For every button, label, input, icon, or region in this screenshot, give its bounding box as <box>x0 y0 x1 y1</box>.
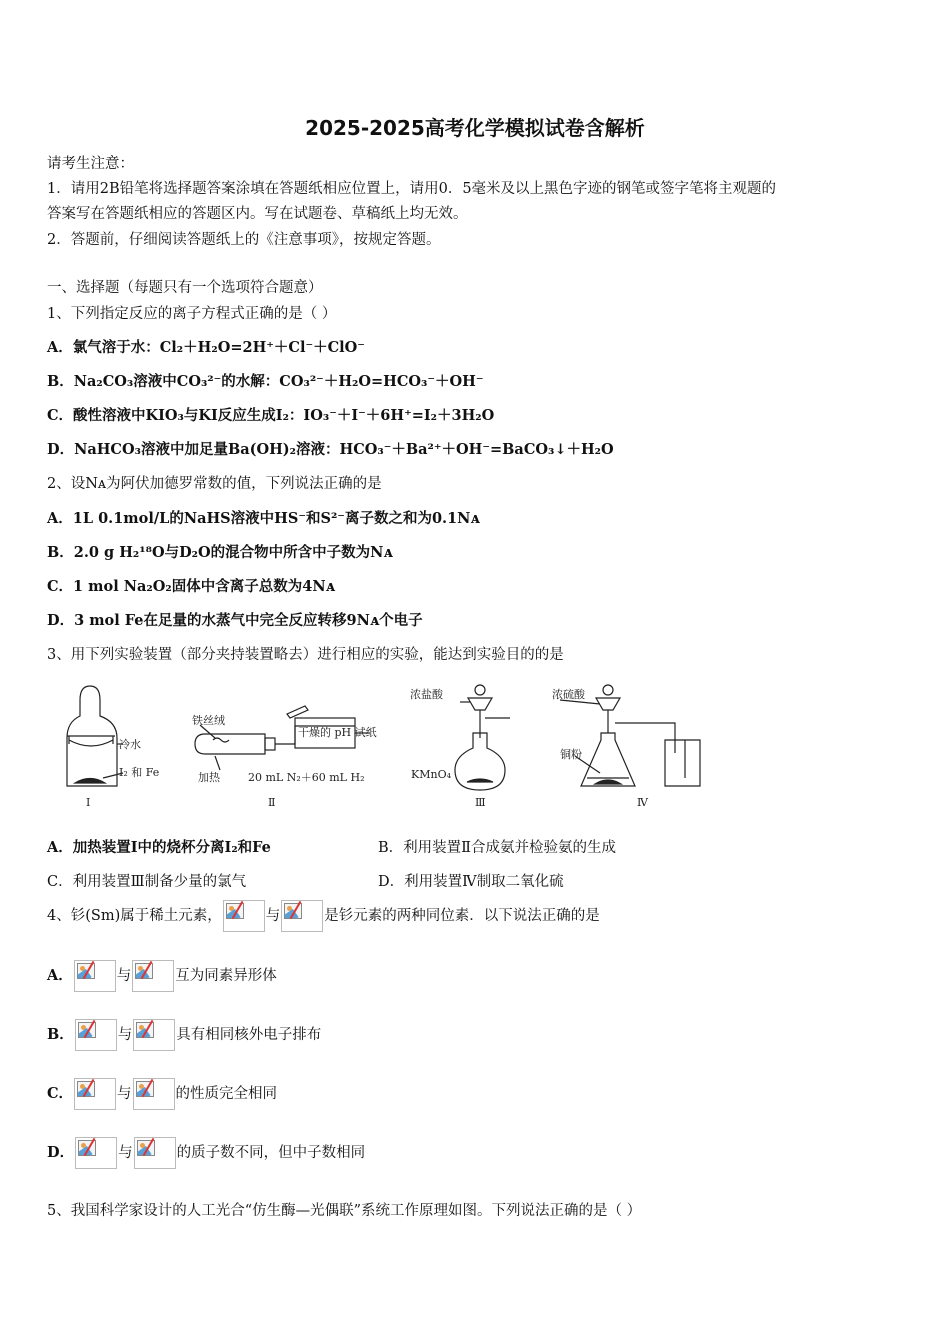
fig-label-heat: 加热 <box>198 771 220 784</box>
broken-image-icon <box>74 960 116 992</box>
q1-option-c: C．酸性溶液中KIO₃与KI反应生成I₂：IO₃⁻＋I⁻＋6H⁺=I₂＋3H₂O <box>47 407 495 424</box>
q4-option-b <box>47 1019 321 1051</box>
broken-image-icon <box>133 1078 175 1110</box>
fig-label-cu-powder: 铜粉 <box>560 748 582 761</box>
q3-option-a: A．加热装置Ⅰ中的烧杯分离I₂和Fe <box>47 839 271 856</box>
fig-label-iron-wool: 铁丝绒 <box>192 714 225 727</box>
q3-apparatus-figure <box>55 678 705 818</box>
q4-option-c <box>47 1078 277 1110</box>
q4-and: 与 <box>117 1086 132 1102</box>
broken-image-icon <box>75 1137 117 1169</box>
fig-label-conc-h2so4: 浓硫酸 <box>552 688 585 701</box>
broken-image-icon <box>132 960 174 992</box>
q3-option-c: C．利用装置Ⅲ制备少量的氯气 <box>47 874 247 890</box>
broken-image-icon <box>74 1078 116 1110</box>
q4-and: 与 <box>117 1027 133 1043</box>
q4-stem-part-2: 与 <box>265 908 281 924</box>
q2-option-b: B．2.0 g H₂¹⁸O与D₂O的混合物中所含中子数为Nᴀ <box>47 544 393 561</box>
q3-option-d: D．利用装置Ⅳ制取二氧化硫 <box>378 874 564 890</box>
q1-stem: 1、下列指定反应的离子方程式正确的是（ ） <box>47 306 337 322</box>
fig-label-1: Ⅰ <box>86 796 91 809</box>
q4-and: 与 <box>118 1145 133 1161</box>
q4-option-d-text: 的质子数不同，但中子数相同 <box>176 1145 366 1161</box>
section-heading: 一、选择题（每题只有一个选项符合题意） <box>47 280 323 296</box>
q2-option-d: D．3 mol Fe在足量的水蒸气中完全反应转移9Nᴀ个电子 <box>47 612 423 629</box>
notice-heading: 请考生注意： <box>47 156 134 172</box>
q3-stem: 3、用下列实验装置（部分夹持装置略去）进行相应的实验，能达到实验目的的是 <box>47 647 564 663</box>
fig-label-conc-hcl: 浓盐酸 <box>410 688 443 701</box>
broken-image-icon <box>75 1019 117 1051</box>
q2-option-a: A．1L 0.1mol/L的NaHS溶液中HS⁻和S²⁻离子数之和为0.1Nᴀ <box>47 510 480 527</box>
fig-label-3: Ⅲ <box>475 796 486 809</box>
q1-option-b: B．Na₂CO₃溶液中CO₃²⁻的水解：CO₃²⁻＋H₂O=HCO₃⁻＋OH⁻ <box>47 373 484 390</box>
fig-label-kmno4: KMnO₄ <box>411 768 451 781</box>
broken-image-icon <box>223 900 265 932</box>
notice-item-1-line-1: 1．请用2B铅笔将选择题答案涂填在答题纸相应位置上，请用0．5毫米及以上黑色字迹的钢笔或签字笔将主观题的 <box>47 181 777 197</box>
q1-option-a: A．氯气溶于水：Cl₂＋H₂O=2H⁺＋Cl⁻＋ClO⁻ <box>47 339 365 356</box>
broken-image-icon <box>133 1019 175 1051</box>
fig-label-ph-paper: 干燥的 pH 试纸 <box>298 726 377 739</box>
notice-item-1-line-2: 答案写在答题纸相应的答题区内。写在试题卷、草稿纸上均无效。 <box>47 206 468 222</box>
q4-option-b-text: 具有相同核外电子排布 <box>176 1027 322 1043</box>
page-title: 2025-2025高考化学模拟试卷含解析 <box>305 116 645 140</box>
q4-option-a-label: A． <box>47 967 73 984</box>
q4-stem <box>47 900 600 932</box>
fig-label-2: Ⅱ <box>268 796 276 809</box>
q4-option-c-label: C． <box>47 1085 74 1102</box>
q4-option-c-text: 的性质完全相同 <box>175 1086 278 1102</box>
broken-image-icon <box>134 1137 176 1169</box>
q4-option-a <box>47 960 277 992</box>
q4-option-b-label: B． <box>47 1026 74 1043</box>
apparatus-3 <box>410 685 510 809</box>
notice-item-2: 2．答题前，仔细阅读答题纸上的《注意事项》，按规定答题。 <box>47 232 441 248</box>
apparatus-4 <box>552 685 700 809</box>
q5-stem: 5、我国科学家设计的人工光合“仿生酶—光偶联”系统工作原理如图。下列说法正确的是（ ） <box>47 1203 642 1219</box>
q4-stem-part-1: 4、钐(Sm)属于稀土元素， <box>47 908 222 924</box>
q2-option-c: C．1 mol Na₂O₂固体中含离子总数为4Nᴀ <box>47 578 335 595</box>
q4-option-d-label: D． <box>47 1144 75 1161</box>
q4-option-a-text: 互为同素异形体 <box>175 968 277 984</box>
fig-label-gas-mix: 20 mL N₂＋60 mL H₂ <box>248 771 365 784</box>
q4-option-d <box>47 1137 365 1169</box>
apparatus-2 <box>192 706 377 809</box>
q4-stem-part-3: 是钐元素的两种同位素．以下说法正确的是 <box>324 908 600 924</box>
fig-label-cold-water: 冷水 <box>119 738 141 751</box>
q1-option-d: D．NaHCO₃溶液中加足量Ba(OH)₂溶液：HCO₃⁻＋Ba²⁺＋OH⁻=BaCO₃↓＋H₂O <box>47 441 614 458</box>
q4-and: 与 <box>116 968 132 984</box>
fig-label-i2-fe: I₂ 和 Fe <box>119 766 160 779</box>
fig-label-4: Ⅳ <box>637 796 648 809</box>
q3-option-b: B．利用装置Ⅱ合成氨并检验氨的生成 <box>378 840 617 856</box>
broken-image-icon <box>281 900 323 932</box>
apparatus-1 <box>67 686 159 809</box>
q2-stem: 2、设Nᴀ为阿伏加德罗常数的值，下列说法正确的是 <box>47 476 382 492</box>
